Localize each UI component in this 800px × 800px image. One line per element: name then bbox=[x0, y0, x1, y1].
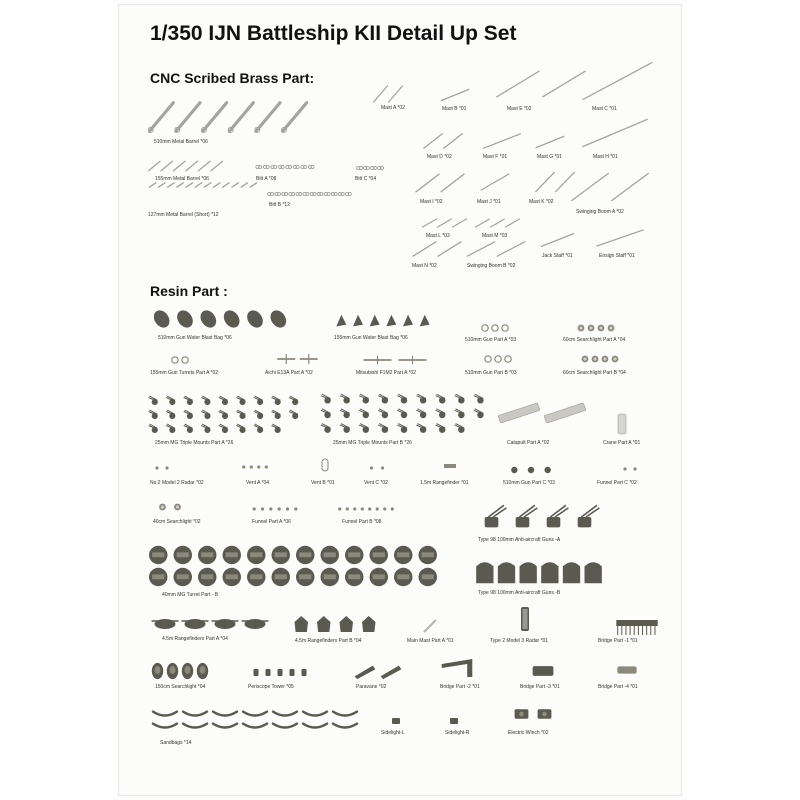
section-heading-resin: Resin Part : bbox=[150, 283, 228, 299]
part-label-510mm-gun-part-c-03: 510mm Gun Part C *03 bbox=[503, 480, 555, 486]
part-graphic-funnel-part-a-06 bbox=[250, 504, 300, 514]
part-graphic-60cm-searchlight-part-a-04 bbox=[576, 322, 616, 334]
part-label-mast-m-03: Mast M *03 bbox=[482, 233, 508, 239]
part-graphic-vent-c-02 bbox=[366, 464, 388, 472]
part-label-mast-h-01: Mast H *01 bbox=[593, 154, 618, 160]
part-graphic-510mm-gun-part-a-03 bbox=[480, 323, 510, 333]
part-graphic-127mm-metal-barrel-short-12 bbox=[148, 181, 258, 189]
part-label-bitt-c-04: Bitt C *04 bbox=[355, 176, 377, 182]
part-label-155mm-metal-barrel-06: 155mm Metal Barrel *06 bbox=[155, 176, 209, 182]
part-label-mast-j-01: Mast J *01 bbox=[477, 199, 501, 205]
part-label-60cm-searchlight-part-b-04: 60cm Searchlight Part B *04 bbox=[563, 370, 626, 376]
part-label-4-5m-rangefinders-part-a-04: 4.5m Rangefinders Part A *04 bbox=[162, 636, 228, 642]
part-graphic-155mm-metal-barrel-06 bbox=[148, 160, 223, 172]
part-graphic-bitt-a-08 bbox=[255, 162, 315, 172]
part-label-4-5m-rangefinders-part-b-04: 4.5m Rangefinders Part B *04 bbox=[295, 638, 362, 644]
part-graphic-bridge-part-3-01 bbox=[530, 664, 556, 678]
part-label-510mm-gun-part-a-03: 510mm Gun Part A *03 bbox=[465, 337, 517, 343]
part-label-1-5m-rangefinder-01: 1.5m Rangefinder *01 bbox=[420, 480, 469, 486]
part-graphic-510mm-gun-part-c-03 bbox=[506, 464, 556, 476]
part-graphic-510mm-gun-water-blast-bag-06 bbox=[150, 308, 290, 330]
part-graphic-mast-a-02 bbox=[373, 84, 403, 104]
part-label-vent-a-04: Vent A *04 bbox=[246, 480, 270, 486]
part-label-mast-i-02: Mast I *02 bbox=[420, 199, 443, 205]
part-graphic-bridge-part-4-01 bbox=[615, 664, 639, 676]
part-graphic-mast-d-02 bbox=[423, 132, 463, 150]
part-graphic-bridge-part-1-01 bbox=[614, 610, 660, 638]
part-graphic-mast-i-02 bbox=[415, 172, 465, 194]
part-graphic-1-5m-rangefinder-01 bbox=[440, 460, 460, 472]
part-label-type-98-100mm-anti-aircraft-guns-a: Type 98 100mm Anti-aircraft Guns -A bbox=[478, 537, 561, 543]
part-label-mast-a-02: Mast A *02 bbox=[381, 105, 405, 111]
part-label-swinging-boom-a-02: Swinging Boom A *02 bbox=[576, 209, 624, 215]
part-label-mast-c-01: Mast C *01 bbox=[592, 106, 617, 112]
part-label-bridge-part-1-01: Bridge Part -1 *01 bbox=[598, 638, 638, 644]
part-label-sidelight-l: Sidelight-L bbox=[381, 730, 405, 736]
part-label-25mm-mg-triple-mounts-part-b-26: 25mm MG Triple Mounts Part B *26 bbox=[333, 440, 412, 446]
part-graphic-mast-b-01 bbox=[440, 88, 470, 102]
part-label-periscope-tower-05: Periscope Tower *05 bbox=[248, 684, 294, 690]
part-label-sandbags-14: Sandbags *14 bbox=[160, 740, 192, 746]
part-graphic-jack-staff-01 bbox=[540, 232, 575, 248]
part-graphic-catapult-part-a-02 bbox=[496, 400, 588, 426]
part-label-jack-staff-01: Jack Staff *01 bbox=[542, 253, 573, 259]
part-graphic-510mm-metal-barrel-06 bbox=[148, 100, 308, 134]
part-graphic-bitt-c-04 bbox=[356, 164, 384, 172]
part-graphic-25mm-mg-triple-mounts-part-a-26 bbox=[146, 394, 304, 436]
part-label-vent-c-02: Vent C *02 bbox=[364, 480, 388, 486]
part-label-catapult-part-a-02: Catapult Part A *02 bbox=[507, 440, 550, 446]
part-label-510mm-gun-water-blast-bag-06: 510mm Gun Water Blast Bag *06 bbox=[158, 335, 232, 341]
part-graphic-mast-l-03 bbox=[422, 218, 467, 228]
part-graphic-funnel-part-c-02 bbox=[620, 464, 640, 474]
part-graphic-vent-a-04 bbox=[240, 462, 270, 472]
part-graphic-mast-f-01 bbox=[482, 132, 522, 150]
part-graphic-periscope-tower-05 bbox=[250, 666, 310, 678]
part-label-main-mast-part-a-01: Main Mast Part A *01 bbox=[407, 638, 454, 644]
part-graphic-mast-k-02 bbox=[535, 170, 575, 194]
page-title: 1/350 IJN Battleship KII Detail Up Set bbox=[150, 22, 517, 45]
part-label-mast-n-02: Mast N *02 bbox=[412, 263, 437, 269]
part-graphic-type-98-100mm-anti-aircraft-guns-b bbox=[474, 558, 604, 586]
part-label-vent-b-01: Vent B *01 bbox=[311, 480, 335, 486]
part-graphic-mast-j-01 bbox=[480, 172, 510, 192]
part-graphic-bridge-part-2-01 bbox=[440, 658, 474, 678]
part-label-type-2-model-3-radar-01: Type 2 Model 3 Radar *01 bbox=[490, 638, 549, 644]
part-label-mitsubishi-f1m2-part-a-02: Mitsubishi F1M2 Part A *02 bbox=[356, 370, 417, 376]
part-label-bridge-part-4-01: Bridge Part -4 *01 bbox=[598, 684, 638, 690]
part-label-510mm-metal-barrel-06: 510mm Metal Barrel *06 bbox=[154, 139, 208, 145]
part-label-mast-f-01: Mast F *01 bbox=[483, 154, 508, 160]
part-graphic-mitsubishi-f1m2-part-a-02 bbox=[360, 354, 430, 366]
part-label-swinging-boom-b-02: Swinging Boom B *02 bbox=[467, 263, 516, 269]
part-label-155mm-gun-turrets-part-a-02: 155mm Gun Turrets Part A *02 bbox=[150, 370, 219, 376]
part-label-127mm-metal-barrel-short-12: 127mm Metal Barrel (Short) *12 bbox=[148, 212, 219, 218]
part-graphic-electric-winch-02 bbox=[510, 706, 556, 722]
part-graphic-main-mast-part-a-01 bbox=[420, 618, 440, 634]
part-graphic-4-5m-rangefinders-part-a-04 bbox=[150, 612, 270, 632]
part-label-aichi-e13a-part-a-02: Aichi E13A Part A *02 bbox=[265, 370, 313, 376]
part-label-40cm-searchlight-02: 40cm Searchlight *02 bbox=[153, 519, 201, 525]
part-graphic-aichi-e13a-part-a-02 bbox=[275, 352, 320, 366]
part-graphic-510mm-gun-part-b-03 bbox=[483, 354, 513, 364]
part-graphic-mast-n-02 bbox=[412, 240, 462, 258]
part-graphic-crane-part-a-01 bbox=[612, 412, 632, 436]
part-label-crane-part-a-01: Crane Part A *01 bbox=[603, 440, 641, 446]
part-graphic-sidelight-l bbox=[390, 716, 402, 726]
part-label-paravane-02: Paravane *02 bbox=[356, 684, 387, 690]
part-graphic-type-2-model-3-radar-01 bbox=[510, 604, 540, 634]
part-label-sidelight-r: Sidelight-R bbox=[445, 730, 470, 736]
part-graphic-sandbags-14 bbox=[150, 708, 360, 732]
part-label-funnel-part-c-02: Funnel Part C *02 bbox=[597, 480, 637, 486]
part-label-bitt-a-08: Bitt A *08 bbox=[256, 176, 277, 182]
part-graphic-40cm-searchlight-02 bbox=[155, 502, 185, 512]
part-label-40mm-mg-turret-part-b: 40mm MG Turret Part - B bbox=[162, 592, 219, 598]
part-label-funnel-part-a-06: Funnel Part A *06 bbox=[252, 519, 291, 525]
part-label-mast-l-03: Mast L *03 bbox=[426, 233, 450, 239]
part-label-electric-winch-02: Electric Winch *02 bbox=[508, 730, 549, 736]
part-label-25mm-mg-triple-mounts-part-a-26: 25mm MG Triple Mounts Part A *26 bbox=[155, 440, 234, 446]
part-graphic-sidelight-r bbox=[448, 716, 460, 726]
part-graphic-25mm-mg-triple-mounts-part-b-26 bbox=[318, 392, 490, 436]
part-label-mast-k-02: Mast K *02 bbox=[529, 199, 554, 205]
part-label-no-2-model-2-radar-02: No.2 Model 2 Radar *02 bbox=[150, 480, 204, 486]
part-graphic-swinging-boom-a-02 bbox=[570, 170, 650, 204]
part-label-funnel-part-b-08: Funnel Part B *08 bbox=[342, 519, 382, 525]
part-graphic-funnel-part-b-08 bbox=[336, 504, 396, 514]
part-graphic-mast-g-01 bbox=[535, 135, 565, 149]
part-label-ensign-staff-01: Ensign Staff *01 bbox=[599, 253, 635, 259]
part-graphic-155mm-gun-turrets-part-a-02 bbox=[170, 355, 190, 365]
part-graphic-vent-b-01 bbox=[318, 458, 332, 474]
part-label-mast-g-01: Mast G *01 bbox=[537, 154, 563, 160]
part-label-type-98-100mm-anti-aircraft-guns-b: Type 98 100mm Anti-aircraft Guns -B bbox=[478, 590, 561, 596]
part-label-155mm-gun-water-blast-bag-06: 155mm Gun Water Blast Bag *06 bbox=[334, 335, 408, 341]
part-graphic-155mm-gun-water-blast-bag-06 bbox=[333, 312, 433, 330]
part-graphic-no-2-model-2-radar-02 bbox=[152, 462, 172, 474]
part-graphic-4-5m-rangefinders-part-b-04 bbox=[290, 614, 380, 634]
part-graphic-60cm-searchlight-part-b-04 bbox=[580, 354, 620, 364]
part-label-bitt-b-12: Bitt B *12 bbox=[269, 202, 290, 208]
part-label-mast-e-02: Mast E *02 bbox=[507, 106, 532, 112]
part-label-mast-d-02: Mast D *02 bbox=[427, 154, 452, 160]
part-label-bridge-part-3-01: Bridge Part -3 *01 bbox=[520, 684, 560, 690]
part-graphic-40mm-mg-turret-part-b bbox=[146, 544, 440, 588]
part-graphic-ensign-staff-01 bbox=[595, 228, 645, 248]
part-label-150cm-searchlight-04: 150cm Searchlight *04 bbox=[155, 684, 206, 690]
part-graphic-paravane-02 bbox=[352, 662, 404, 680]
part-graphic-mast-m-03 bbox=[475, 218, 520, 228]
part-graphic-mast-c-01 bbox=[580, 58, 655, 104]
part-graphic-mast-e-02 bbox=[495, 68, 587, 100]
part-label-60cm-searchlight-part-a-04: 60cm Searchlight Part A *04 bbox=[563, 337, 626, 343]
part-graphic-type-98-100mm-anti-aircraft-guns-a bbox=[476, 504, 600, 530]
part-graphic-bitt-b-12 bbox=[267, 190, 352, 198]
part-label-510mm-gun-part-b-03: 510mm Gun Part B *03 bbox=[465, 370, 517, 376]
part-graphic-150cm-searchlight-04 bbox=[150, 662, 210, 680]
section-heading-brass: CNC Scribed Brass Part: bbox=[150, 70, 315, 86]
part-graphic-swinging-boom-b-02 bbox=[466, 240, 526, 258]
part-graphic-mast-h-01 bbox=[580, 116, 650, 150]
part-label-mast-b-01: Mast B *01 bbox=[442, 106, 467, 112]
part-label-bridge-part-2-01: Bridge Part -2 *01 bbox=[440, 684, 480, 690]
